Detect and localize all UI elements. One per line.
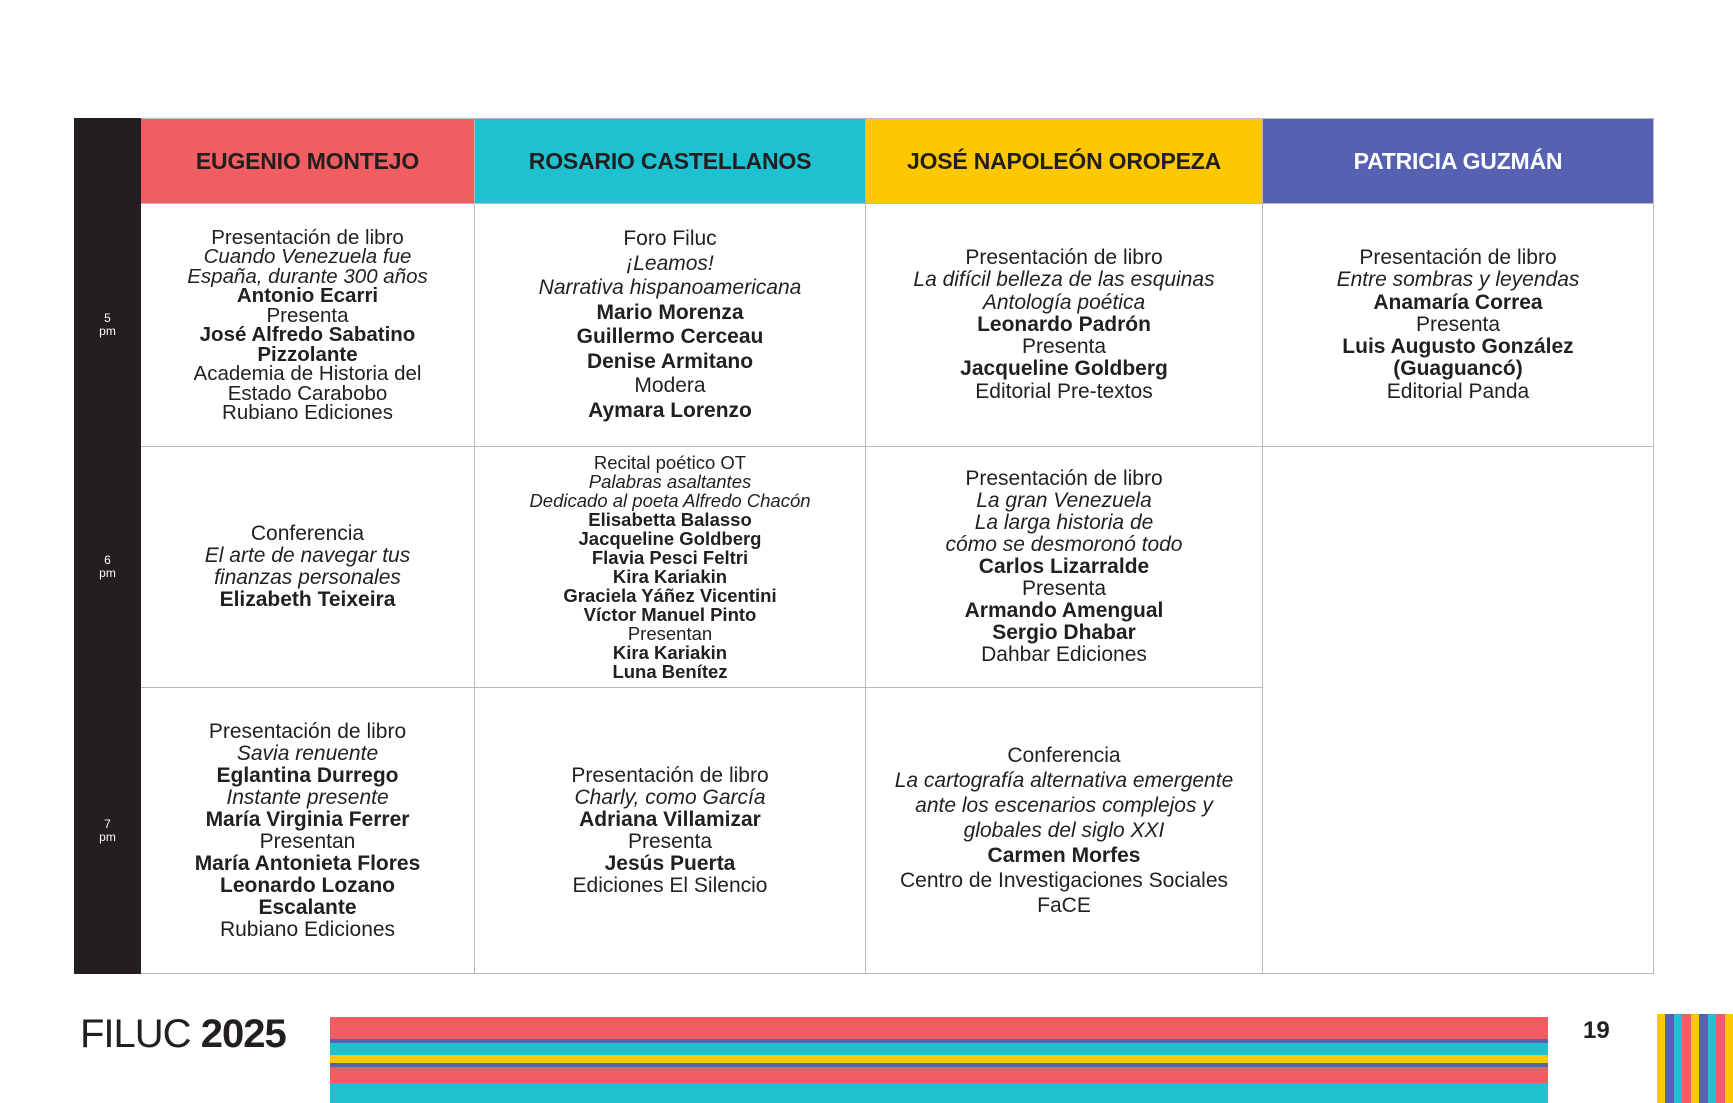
event-text: FaCE (1037, 894, 1091, 917)
event-text: Presentación de libro (571, 763, 769, 787)
event-person: Leonardo Lozano (220, 873, 395, 897)
event-text: Centro de Investigaciones Sociales (899, 869, 1229, 892)
vertical-stripe-band (1674, 1014, 1682, 1103)
time-slot-6pm (75, 447, 141, 688)
stripe-band (330, 1043, 1548, 1055)
decorative-stripes (330, 1017, 1548, 1103)
event-text: Rubiano Ediciones (222, 401, 393, 424)
event-cell (475, 688, 866, 974)
event-person: Aymara Lorenzo (588, 398, 752, 422)
event-text: Conferencia (1007, 744, 1121, 767)
event-person: Flavia Pesci Feltri (591, 547, 749, 568)
event-text: Academia de Historia del (193, 362, 422, 385)
event-text: Dahbar Ediciones (981, 643, 1147, 666)
event-person: Eglantina Durrego (216, 763, 399, 787)
event-text: Presentación de libro (211, 225, 404, 249)
event-person: Luis Augusto González (1342, 335, 1574, 359)
event-title: Savia renuente (236, 741, 379, 765)
event-cell (866, 447, 1263, 688)
event-text: Modera (634, 374, 706, 397)
event-title: ante los escenarios complejos y (915, 794, 1213, 817)
event-text: Presentan (627, 623, 713, 644)
event-person: José Alfredo Sabatino (199, 323, 416, 346)
event-title: finanzas personales (214, 566, 401, 589)
event-title: ¡Leamos! (626, 251, 714, 275)
decorative-vertical-stripes (1657, 1014, 1733, 1103)
event-person: Escalante (258, 895, 357, 919)
event-text: Ediciones El Silencio (572, 873, 768, 897)
time-suffix: pm (99, 566, 116, 580)
row-6pm (75, 447, 1654, 688)
event-person: Anamaría Correa (1373, 290, 1543, 314)
vertical-stripe-band (1725, 1014, 1733, 1103)
event-text: Presentación de libro (208, 719, 407, 743)
time-suffix: pm (99, 324, 116, 338)
event-title: España, durante 300 años (187, 264, 428, 288)
event-text: Presenta (1021, 577, 1107, 600)
header-row (75, 119, 1654, 204)
stripe-band (330, 1055, 1548, 1063)
vertical-stripe-band (1708, 1014, 1716, 1103)
column-header-rosario-castellanos: ROSARIO CASTELLANOS (475, 119, 866, 204)
event-title: Antología poética (982, 290, 1146, 314)
event-cell (866, 204, 1263, 447)
time-hour: 7 (104, 816, 111, 831)
event-title: Charly, como García (574, 785, 766, 809)
event-person: Elisabetta Balasso (588, 509, 752, 530)
event-cell (866, 688, 1263, 974)
event-person: Mario Morenza (596, 300, 744, 324)
event-text: Presenta (627, 829, 713, 853)
empty-cell (1263, 447, 1654, 974)
event-title: Dedicado al poeta Alfredo Chacón (529, 490, 811, 511)
schedule-table (74, 118, 1654, 974)
event-title: La gran Venezuela (976, 489, 1152, 512)
brand-name: FILUC (80, 1012, 191, 1056)
event-text: Foro Filuc (623, 227, 717, 250)
event-person: Antonio Ecarri (236, 284, 379, 307)
event-person: Carlos Lizarralde (978, 555, 1150, 578)
event-person: Graciela Yáñez Vicentini (563, 585, 777, 606)
vertical-stripe-band (1665, 1014, 1673, 1103)
event-text: Rubiano Ediciones (219, 917, 396, 941)
event-text: Presenta (1415, 312, 1501, 336)
page-number: 19 (1583, 1017, 1610, 1044)
event-text: Editorial Pre-textos (975, 379, 1153, 403)
vertical-stripe-band (1691, 1014, 1699, 1103)
event-person: Carmen Morfes (987, 844, 1141, 867)
event-person: Jacqueline Goldberg (960, 357, 1168, 381)
event-person: María Antonieta Flores (194, 851, 421, 875)
footer-brand (80, 1012, 286, 1057)
event-text: Presentación de libro (1359, 245, 1557, 269)
event-title: Instante presente (226, 785, 389, 809)
event-cell (1263, 204, 1654, 447)
event-cell (141, 204, 475, 447)
event-title: Cuando Venezuela fue (203, 245, 412, 268)
event-text: Editorial Panda (1386, 379, 1530, 403)
column-header-eugenio-montejo: EUGENIO MONTEJO (141, 119, 475, 204)
event-title: globales del siglo XXI (963, 819, 1165, 842)
event-person: Kira Kariakin (612, 566, 728, 587)
event-text: Recital poético OT (593, 452, 747, 473)
stripe-band (330, 1017, 1548, 1039)
event-text: Presenta (266, 303, 349, 327)
vertical-stripe-band (1716, 1014, 1724, 1103)
column-header-jose-napoleon-oropeza: JOSÉ NAPOLEÓN OROPEZA (866, 119, 1263, 204)
event-person: Elizabeth Teixeira (219, 588, 396, 611)
event-title: Narrativa hispanoamericana (538, 276, 802, 299)
event-text: Presentación de libro (965, 467, 1163, 490)
event-title: El arte de navegar tus (204, 544, 411, 567)
event-text: Presentación de libro (965, 245, 1163, 269)
event-title: Entre sombras y leyendas (1336, 268, 1580, 292)
event-cell (475, 204, 866, 447)
event-person: Pizzolante (257, 342, 358, 366)
row-5pm (75, 204, 1654, 447)
column-header-patricia-guzman: PATRICIA GUZMÁN (1263, 119, 1654, 204)
event-person: Luna Benítez (612, 661, 728, 682)
event-title: cómo se desmoronó todo (945, 533, 1183, 556)
vertical-stripe-band (1682, 1014, 1690, 1103)
event-person: Adriana Villamizar (579, 807, 761, 831)
event-title: La cartografía alternativa emergente (894, 769, 1234, 792)
stripe-band (330, 1083, 1548, 1103)
time-suffix: pm (99, 829, 116, 844)
stripe-band (330, 1067, 1548, 1083)
event-person: Leonardo Padrón (977, 312, 1151, 336)
event-cell (475, 447, 866, 688)
vertical-stripe-band (1657, 1014, 1665, 1103)
event-text: Presenta (1021, 335, 1107, 359)
time-slot-7pm (75, 688, 141, 974)
vertical-stripe-band (1699, 1014, 1707, 1103)
event-title: La difícil belleza de las esquinas (913, 268, 1215, 292)
brand-year: 2025 (200, 1012, 286, 1056)
time-header-cell (75, 119, 141, 204)
event-person: Sergio Dhabar (992, 621, 1136, 644)
event-person: Guillermo Cerceau (576, 325, 764, 348)
event-cell (141, 447, 475, 688)
event-text: Presentan (259, 829, 356, 853)
event-person: Víctor Manuel Pinto (583, 604, 757, 625)
event-person: (Guaguancó) (1393, 357, 1523, 381)
event-person: Kira Kariakin (612, 642, 728, 663)
event-person: Armando Amengual (964, 599, 1164, 622)
event-cell (141, 688, 475, 974)
event-person: María Virginia Ferrer (205, 807, 410, 831)
event-person: Jesús Puerta (604, 851, 736, 875)
event-text: Estado Carabobo (227, 381, 388, 405)
event-title: La larga historia de (974, 511, 1154, 534)
event-title: Palabras asaltantes (588, 471, 752, 492)
event-text: Conferencia (250, 522, 365, 545)
event-person: Jacqueline Goldberg (578, 528, 762, 549)
time-hour: 6 (104, 553, 111, 567)
event-person: Denise Armitano (586, 349, 754, 373)
time-hour: 5 (104, 311, 111, 325)
time-slot-5pm (75, 204, 141, 447)
